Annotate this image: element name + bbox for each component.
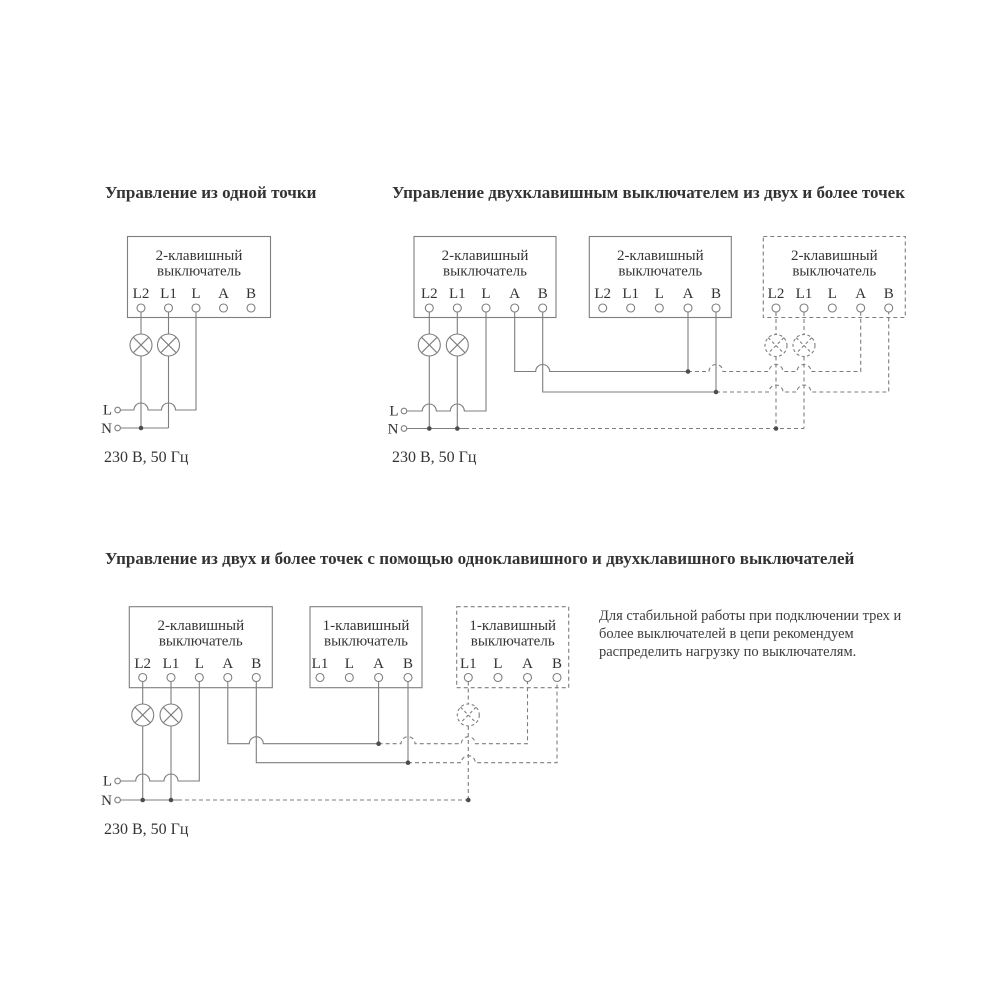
section-title: Управление из двух и более точек с помощью одноклавишного и двухклавишного выключателей (105, 549, 855, 568)
terminal-labels (133, 286, 256, 302)
terminal-labels-box2 (594, 286, 721, 302)
switch3-label-line1: 2-клавишный (790, 248, 878, 264)
note-line-3: распределить нагрузку по выключателям. (599, 644, 857, 660)
diagram-mixed-switches-multi-point (101, 549, 901, 838)
switch2-label-line2: выключатель (618, 263, 703, 280)
terminal-label-a: A (218, 286, 229, 302)
terminal-label-b: B (537, 286, 548, 302)
lamp-icon-dashed (793, 335, 815, 357)
terminal-label-l: L (191, 286, 201, 302)
lamp-icon (418, 334, 440, 356)
terminal-label-a: A (855, 286, 867, 302)
note-line-1: Для стабильной работы при подключении трех и (599, 608, 902, 624)
switch2-label-line1: 1-клавишный (322, 618, 410, 634)
switch2-label-line1: 2-клавишный (616, 248, 704, 264)
terminal-label-a: A (682, 286, 694, 302)
lamp-icon (158, 334, 180, 356)
lamp-icon-dashed (765, 335, 787, 357)
neutral-label: N (387, 421, 399, 438)
recommendation-note (599, 608, 901, 660)
live-label: L (102, 402, 112, 419)
terminal-label-l2: L2 (594, 286, 612, 302)
switch-label-line2: выключатель (157, 263, 241, 280)
terminal-circles (137, 304, 255, 312)
junction-dots (140, 741, 470, 802)
terminal-label-l2: L2 (134, 656, 152, 672)
terminal-label-l: L (194, 656, 204, 672)
terminal-label-l1: L1 (459, 656, 477, 672)
live-label: L (102, 773, 112, 790)
terminal-label-l1: L1 (311, 656, 329, 672)
terminal-label-b: B (402, 656, 414, 672)
wires-dashed (178, 682, 557, 801)
supply-label: 230 В, 50 Гц (392, 449, 477, 466)
terminal-label-a: A (509, 286, 521, 302)
terminal-label-l1: L1 (622, 286, 640, 302)
switch1-label-line2: выключатель (158, 633, 243, 650)
terminal-label-l1: L1 (795, 286, 813, 302)
supply-label: 230 В, 50 Гц (104, 449, 189, 466)
terminal-labels-box3 (768, 286, 894, 302)
terminal-label-l1: L1 (160, 286, 177, 302)
terminal-labels-box2 (312, 656, 413, 672)
terminal-labels-box1 (421, 286, 548, 302)
lamp-icon-dashed (457, 704, 479, 726)
terminal-label-l2: L2 (767, 286, 785, 302)
terminal-label-l: L (827, 286, 837, 302)
terminal-label-l2: L2 (132, 286, 150, 302)
diagram-single-point-control (101, 183, 316, 466)
terminal-label-l: L (481, 286, 491, 302)
lamp-icon (130, 334, 152, 356)
terminal-label-b: B (251, 656, 262, 672)
terminal-label-a: A (222, 656, 234, 672)
supply-terminals (115, 407, 121, 431)
switch-label-line1: 2-клавишный (155, 248, 243, 264)
switch3-label-line1: 1-клавишный (469, 618, 557, 634)
wires-solid (121, 682, 409, 801)
lamp-icon (446, 334, 468, 356)
terminal-label-l2: L2 (420, 286, 438, 302)
terminal-label-b: B (245, 286, 257, 302)
terminal-label-b: B (710, 286, 722, 302)
switch1-label-line1: 2-клавишный (157, 618, 245, 634)
switch1-label-line2: выключатель (443, 263, 527, 280)
junction-dot (139, 426, 144, 431)
lamp-icon (132, 704, 154, 726)
note-line-2: более выключателей в цепи рекомендуем (599, 626, 854, 642)
lamp-icon (160, 704, 182, 726)
switch2-label-line2: выключатель (324, 633, 408, 650)
terminal-circles (139, 674, 561, 682)
neutral-label: N (101, 421, 112, 437)
terminal-labels-box1 (134, 656, 261, 672)
wires-solid (121, 312, 197, 428)
terminal-label-b: B (551, 656, 563, 672)
terminal-label-l: L (654, 286, 664, 302)
supply-terminals (401, 408, 407, 431)
neutral-label: N (101, 793, 112, 809)
diagram-two-key-multi-point (388, 183, 906, 466)
terminal-label-a: A (373, 656, 385, 672)
switch1-label-line1: 2-клавишный (441, 248, 529, 264)
switch3-label-line2: выключатель (470, 633, 555, 650)
terminal-label-l: L (493, 656, 503, 672)
junction-dots (427, 369, 778, 431)
terminal-label-b: B (883, 286, 894, 302)
terminal-label-l1: L1 (162, 656, 180, 672)
terminal-label-l: L (344, 656, 354, 672)
wires-dashed (465, 312, 889, 429)
switch3-label-line2: выключатель (792, 263, 877, 280)
terminal-label-l1: L1 (448, 286, 466, 302)
supply-label: 230 В, 50 Гц (104, 821, 189, 838)
terminal-labels-box3 (460, 656, 562, 672)
wires-solid (407, 312, 716, 429)
supply-terminals (115, 778, 121, 803)
terminal-circles (425, 304, 892, 312)
section-title: Управление из одной точки (105, 183, 317, 202)
terminal-label-a: A (522, 656, 533, 672)
section-title: Управление двухклавишным выключателем из двух и более точек (392, 183, 906, 202)
live-label: L (389, 403, 399, 420)
